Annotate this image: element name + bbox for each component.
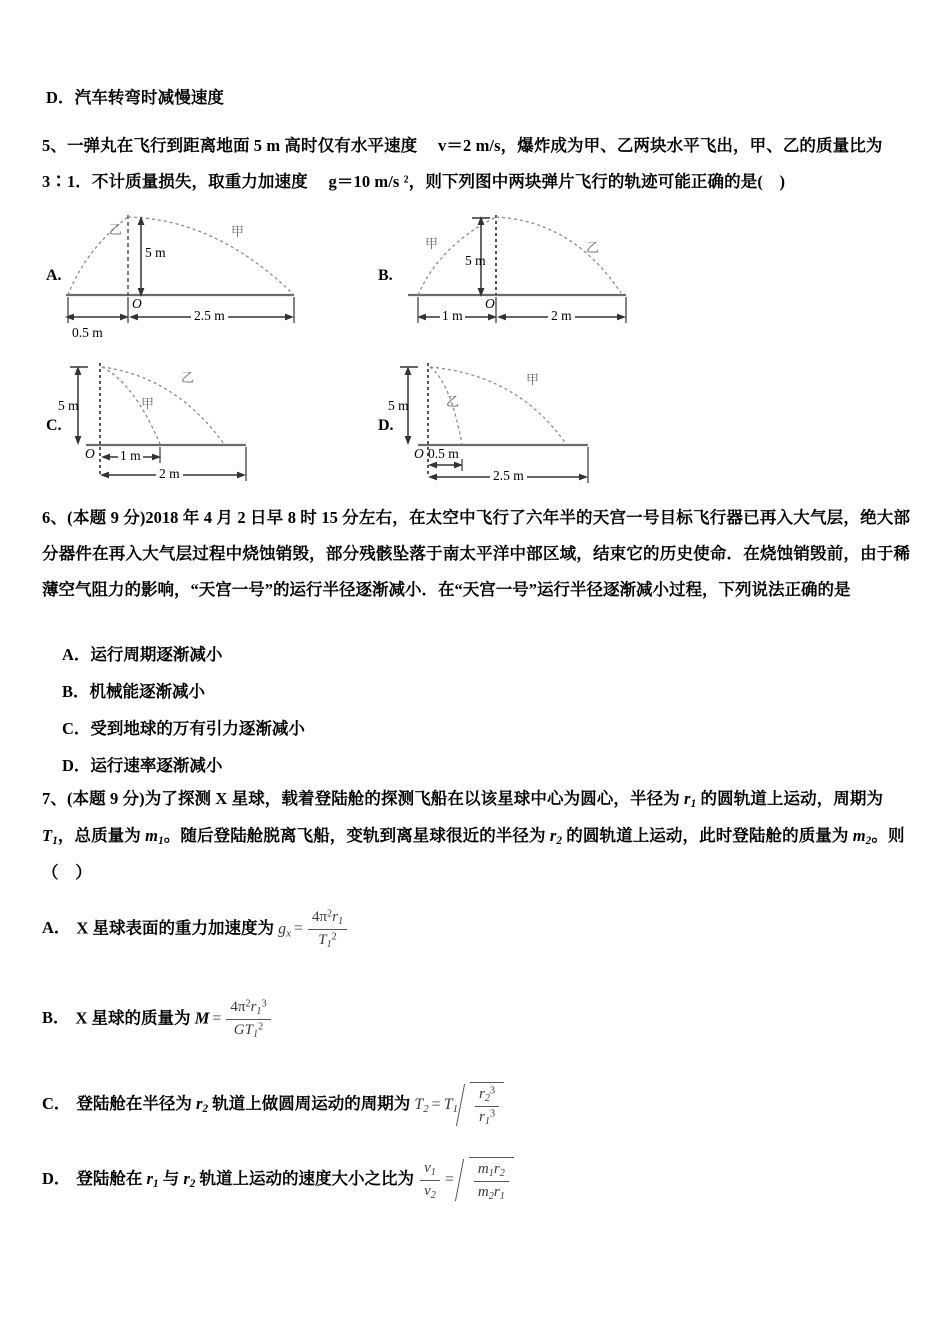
q7-option-b-M: M: [194, 1008, 210, 1028]
q6-option-c: C．受到地球的万有引力逐渐减小: [62, 719, 305, 738]
q5-diagram-c-right-label: 2 m: [156, 466, 183, 482]
formula-b-numerator: [226, 998, 270, 1020]
formula-b-four: 4: [230, 999, 238, 1015]
formula-c-radicand: [470, 1082, 504, 1128]
q7-option-a-formula: [278, 908, 349, 951]
q5-diagram-c: [46, 355, 346, 485]
formula-d-denominator: [474, 1182, 509, 1203]
formula-a-g: g: [278, 920, 287, 938]
q7-option-b-letter: B．: [42, 1008, 70, 1028]
formula-d-ratio: [420, 1159, 440, 1202]
formula-b-pi: π: [237, 999, 246, 1015]
q5-stem-line1: 5、一弹丸在飞行到距离地面 5 m 高时仅有水平速度 v＝2 m/s，爆炸成为甲、乙两块水平飞出，甲、乙的质量比为: [42, 136, 883, 155]
q7-option-c: [42, 1082, 504, 1128]
formula-d-r1-sub: 1: [499, 1190, 505, 1202]
q7-stem-line1-part-b: 的圆轨道上运动，周期为: [696, 789, 884, 808]
q7-stem-line1-part-a: 7、(本题 9 分)为了探测 X 星球，载着登陆舱的探测飞船在以该星球中心为圆心，半径为: [42, 789, 685, 808]
formula-c-T2: T: [414, 1095, 424, 1113]
q7-stem-line2-part-a: ，总质量为: [57, 826, 146, 845]
formula-c-T1: T: [443, 1095, 453, 1113]
q7-symbol-r1-sub: 1: [690, 798, 697, 811]
formula-c-numerator: [475, 1085, 499, 1107]
q7-option-c-r2: $r_2$: [196, 1093, 209, 1115]
formula-d-equals: =: [444, 1170, 454, 1188]
q7-option-c-formula: [414, 1082, 504, 1128]
q7-option-d-formula: [418, 1157, 514, 1203]
formula-c-r2: r: [479, 1086, 485, 1102]
q5-diagram-d-left-curve-label: 乙: [446, 394, 460, 409]
formula-b-denominator: [226, 1020, 270, 1041]
q6-stem: 6、(本题 9 分)2018 年 4 月 2 日早 8 时 15 分左右，在太空中飞行了六年半的天宫一号目标飞行器已再入大气层，绝大部分器件在再入大气层过程中烧蚀销毁，部分残骸坠落于南太平洋中部区域，结束它的历史使命．在烧蚀销毁前，由于稀薄空气阻力的影响，“天宫一号”的运行半径逐渐减小．在“天宫一号”运行半径逐渐减小过程，下列说法正确的是: [42, 508, 910, 599]
formula-d-numerator: [474, 1160, 509, 1182]
q7-stem-line1: [42, 789, 883, 812]
formula-b-pi-exp: 2: [245, 998, 251, 1010]
q5-diagram-d: [378, 355, 678, 485]
formula-d-ratio-den: [420, 1181, 440, 1202]
q7-option-c-letter: C．: [42, 1093, 71, 1113]
q5-diagram-b-left-curve-label: 甲: [425, 236, 439, 251]
q5-diagram-b-letter: B.: [378, 267, 393, 284]
q5-diagram-a-origin-label: O: [132, 296, 142, 311]
q4-option-d: D．汽车转弯时减慢速度: [46, 88, 225, 107]
q5-diagram-b: [378, 205, 678, 335]
q7-symbol-m2: m: [852, 826, 866, 845]
q7-stem-line2: [42, 826, 905, 849]
q5-diagram-a-letter: A.: [46, 267, 62, 284]
q6-option-d: D．运行速率逐渐减小: [62, 756, 223, 775]
q5-diagram-d-right-label: 2.5 m: [490, 468, 527, 484]
q7-stem-line3: （ ）: [42, 863, 92, 882]
formula-b-T-sub: 1: [252, 1028, 259, 1040]
q7-option-d-r2: $r_2$: [183, 1168, 196, 1190]
formula-d-radicand: [469, 1157, 514, 1203]
q6-option-a: A．运行周期逐渐减小: [62, 645, 223, 664]
formula-d-m1: m: [477, 1161, 489, 1177]
formula-a-equals: =: [293, 920, 303, 938]
q7-option-d-letter: D．: [42, 1168, 71, 1188]
q7-option-b-text: X 星球的质量为: [75, 1008, 195, 1028]
formula-d-v2: v: [424, 1182, 431, 1199]
formula-d-v1: v: [424, 1159, 431, 1176]
q5-diagram-c-left-curve-label: 甲: [141, 396, 155, 411]
q7-option-a: [42, 908, 349, 951]
q7-option-a-letter: A．: [42, 918, 71, 938]
q5-diagram-a: [46, 205, 346, 340]
formula-d-m2-sub: 2: [488, 1190, 494, 1202]
q5-diagram-a-left-curve-label: 乙: [109, 222, 123, 237]
q7-symbol-r2-sub: 2: [556, 835, 563, 848]
formula-b-T-exp: 2: [258, 1021, 264, 1033]
formula-d-m1-sub: 1: [488, 1167, 494, 1179]
q5-diagram-b-height-label: 5 m: [465, 253, 486, 268]
q7-option-c-text-b: 轨道上做圆周运动的周期为: [208, 1093, 415, 1113]
formula-d-v2-sub: 2: [430, 1189, 436, 1201]
formula-b-r: r: [250, 999, 257, 1015]
q5-diagram-c-left-label: 1 m: [120, 448, 141, 463]
formula-a-pi-exp: 2: [327, 908, 333, 920]
q5-diagram-b-origin-label: O: [485, 296, 495, 311]
q5-diagram-b-right-curve-label: 乙: [586, 240, 600, 255]
q7-stem-line2-part-d: 。则: [871, 826, 905, 845]
q5-diagram-d-left-label: 0.5 m: [428, 446, 459, 461]
formula-a-four: 4: [311, 909, 320, 925]
formula-c-r1-sub: 1: [484, 1115, 490, 1127]
q5-diagram-d-right-curve-label: 甲: [526, 372, 540, 387]
formula-c-denominator: [475, 1107, 499, 1128]
q7-option-d: [42, 1157, 514, 1203]
formula-b-equals: =: [212, 1010, 222, 1028]
q7-option-b: [42, 998, 273, 1041]
q5-diagram-c-svg: [46, 355, 346, 485]
q7-symbol-m2-sub: 2: [865, 835, 872, 848]
q7-symbol-r2: r: [549, 826, 557, 845]
formula-d-v1-sub: 1: [430, 1166, 436, 1178]
formula-b-r-exp: 3: [261, 998, 267, 1010]
formula-c-r1-exp: 3: [489, 1108, 496, 1120]
q7-option-c-text-a: 登陆舱在半径为: [76, 1093, 197, 1113]
q5-diagram-b-left-label: 1 m: [442, 308, 463, 323]
q6-option-b: B．机械能逐渐减小: [62, 682, 206, 701]
formula-d-r2: r: [493, 1161, 500, 1177]
formula-a-pi: π: [319, 909, 328, 925]
formula-c-r2-exp: 3: [489, 1085, 496, 1097]
q7-option-d-text-a: 登陆舱在: [76, 1168, 147, 1188]
q5-diagram-a-height-label: 5 m: [145, 245, 166, 260]
q7-option-d-text-b: 与: [158, 1168, 184, 1188]
formula-c-sqrt: [458, 1082, 504, 1128]
q5-diagram-d-height-label: 5 m: [388, 398, 409, 413]
q5-diagram-b-svg: [378, 205, 678, 335]
formula-d-m2: m: [477, 1184, 489, 1201]
q5-diagram-d-letter: D.: [378, 417, 394, 434]
formula-a-r: r: [332, 909, 338, 925]
formula-a-T-exp: 2: [331, 931, 337, 943]
q7-symbol-T1-sub: 1: [52, 835, 58, 848]
formula-a-T: T: [318, 932, 327, 949]
q7-option-b-formula: [209, 998, 272, 1041]
formula-d-r2-sub: 2: [499, 1167, 505, 1179]
formula-a-T-sub: 1: [326, 938, 332, 950]
q7-option-d-r1: $r_1$: [146, 1168, 159, 1190]
formula-a-denominator: [308, 930, 347, 951]
q7-symbol-m1-sub: 1: [158, 835, 164, 848]
q5-diagram-c-origin-label: O: [85, 446, 95, 461]
formula-a-numerator: [308, 908, 347, 930]
formula-b-r-sub: 1: [256, 1005, 262, 1017]
q7-stem-line2-part-b: 。随后登陆舱脱离飞船，变轨到离星球很近的半径为: [163, 826, 550, 845]
formula-c-r2-sub: 2: [484, 1092, 490, 1104]
formula-c-fraction: [475, 1085, 499, 1128]
formula-c-r1: r: [479, 1109, 485, 1126]
formula-c-T2-sub: 2: [423, 1102, 429, 1115]
q5-diagram-c-height-label: 5 m: [58, 398, 79, 413]
q7-symbol-T1: T: [42, 826, 53, 845]
formula-b-G: G: [233, 1022, 245, 1039]
q5-diagram-c-right-curve-label: 乙: [181, 370, 195, 385]
formula-b-T: T: [244, 1022, 253, 1039]
formula-b-fraction: [226, 998, 270, 1041]
q7-stem-line2-part-c: 的圆轨道上运动，此时登陆舱的质量为: [562, 826, 853, 845]
q5-diagram-b-right-label: 2 m: [548, 308, 575, 324]
formula-a-g-sub: x: [286, 927, 291, 940]
formula-a-fraction: [308, 908, 347, 951]
q5-diagram-a-right-label: 2.5 m: [191, 308, 228, 324]
q7-option-a-text: X 星球表面的重力加速度为: [76, 918, 279, 938]
formula-d-r1: r: [493, 1184, 500, 1201]
q5-diagram-a-right-curve-label: 甲: [231, 224, 245, 239]
formula-c-T1-sub: 1: [452, 1102, 459, 1115]
q5-diagram-a-left-label: 0.5 m: [72, 325, 103, 340]
q5-diagram-d-origin-label: O: [414, 446, 424, 461]
formula-c-equals: =: [431, 1095, 441, 1113]
q7-option-d-text-c: 轨道上运动的速度大小之比为: [195, 1168, 419, 1188]
formula-d-sqrt: [457, 1157, 514, 1203]
q5-diagram-c-letter: C.: [46, 417, 62, 434]
formula-a-r-sub: 1: [337, 915, 344, 927]
q7-symbol-m1: m: [145, 826, 159, 845]
formula-d-fraction: [474, 1160, 509, 1203]
q5-stem-line2: 3∶1．不计质量损失，取重力加速度 g＝10 m/s ²，则下列图中两块弹片飞行的轨迹可能正确的是( ): [42, 172, 786, 191]
q7-symbol-r1: r: [684, 789, 691, 808]
formula-d-ratio-num: [420, 1159, 440, 1181]
